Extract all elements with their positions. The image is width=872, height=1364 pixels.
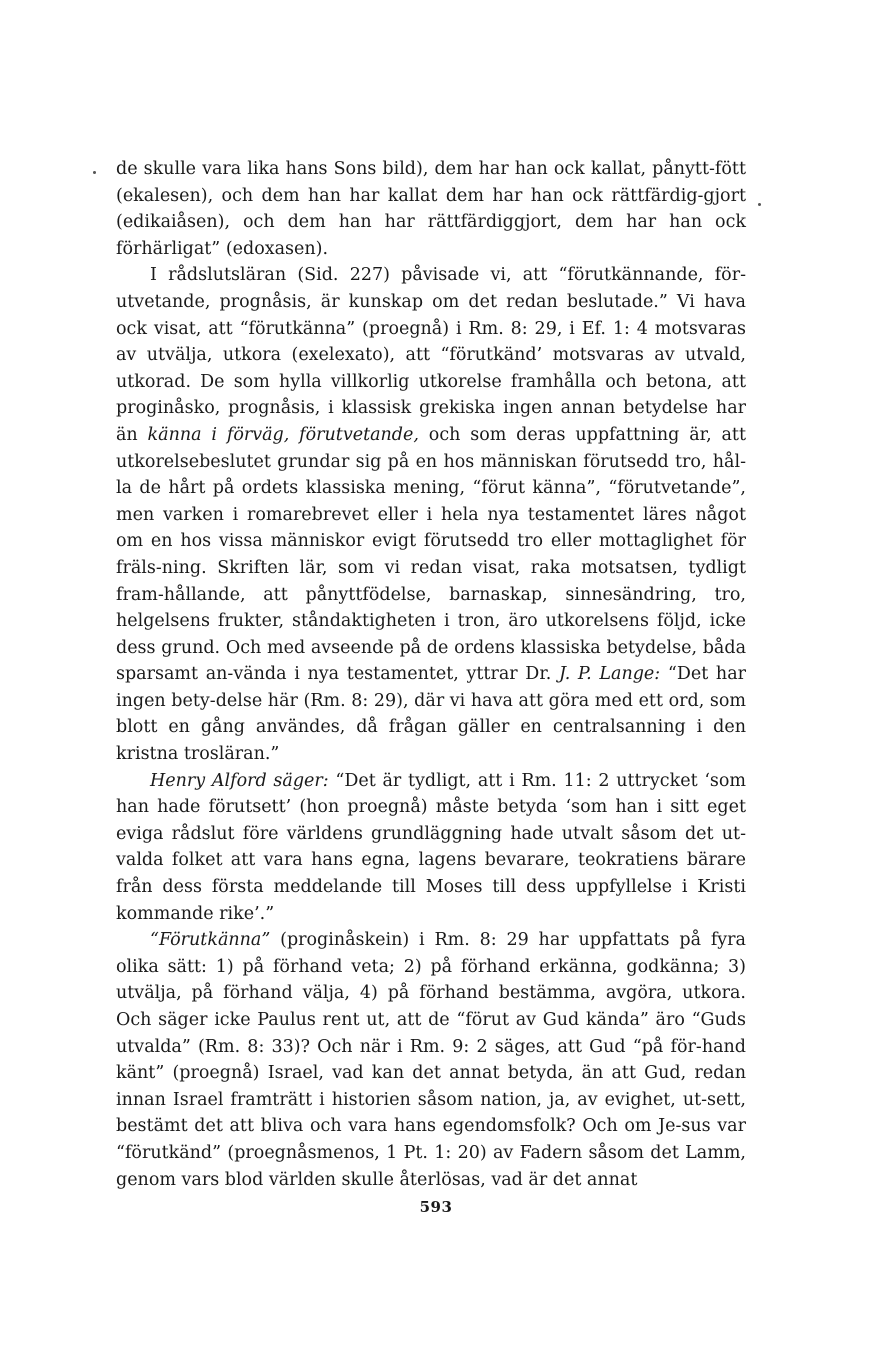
italic-text: Henry Alford säger: (150, 770, 329, 791)
text-run: de skulle vara lika hans Sons bild), dem har han ock kallat, pånytt-fött (ekalesen), och dem han har kallat dem har han ock rättfärdig-gjort (edikaiåsen), och dem han har rättfärdiggjort, dem har han ock förhärligat” (edoxasen). (116, 159, 746, 259)
italic-text: J. P. Lange: (559, 664, 661, 685)
body-text (116, 156, 746, 1193)
paragraph (116, 768, 746, 928)
paragraph (116, 927, 746, 1193)
scan-speck (93, 171, 96, 174)
text-run: I rådslutsläran (Sid. 227) påvisade vi, att “förutkännande, för-utvetande, prognåsis, är kunskap om det redan beslutade.” Vi hava ock visat, att “förutkänna” (proegnå) i Rm. 8: 29, i Ef. 1: 4 motsvaras av utvälja, utkora (exelexato), att “förutkänd’ motsvaras av utvald, utkorad. De som hylla villkorlig utkorelse framhålla och betona, att proginåsko, prognåsis, i klassisk grekiska ingen annan betydelse har än (116, 265, 746, 445)
italic-text: känna i förväg, förutvetande, (147, 424, 419, 445)
text-run: “Det är tydligt, att i Rm. 11: 2 uttrycket ‘som han hade förutsett’ (hon proegnå) måste betyda ‘som han i sitt eget eviga rådslut före världens grundläggning hade utvalt såsom det ut-valda folket att vara hans egna, lagens bevarare, teokratiens bärare från dess första meddelande till Moses till dess uppfyllelse i Kristi kommande rike’.” (116, 770, 746, 924)
paragraph (116, 156, 746, 262)
page-number: 593 (419, 1198, 453, 1216)
italic-text: “Förutkänna” (150, 930, 271, 951)
text-run: och som deras uppfattning är, att utkorelsebeslutet grundar sig på en hos människan förutsedd tro, hål-la de hårt på ordets klassiska mening, “förut känna”, “förutvetande”, men varken i romarebrevet eller i hela nya testamentet läres något om en hos vissa människor evigt förutsedd tro eller mottaglighet för fräls-ning. Skriften lär, som vi redan visat, raka motsatsen, tydligt fram-hållande, att pånyttfödelse, barnaskap, sinnesändring, tro, helgelsens frukter, ståndaktigheten i tron, äro utkorelsens följd, icke dess grund. Och med avseende på de ordens klassiska betydelse, båda sparsamt an-vända i nya testamentet, yttrar Dr. (116, 424, 746, 685)
paragraph (116, 262, 746, 767)
text-run: (proginåskein) i Rm. 8: 29 har uppfattats på fyra olika sätt: 1) på förhand veta; 2) på förhand erkänna, godkänna; 3) utvälja, på förhand välja, 4) på förhand bestämma, avgöra, utkora. Och säger icke Paulus rent ut, att de “förut av Gud kända” äro “Guds utvalda” (Rm. 8: 33)? Och när i Rm. 9: 2 säges, att Gud “på för-hand känt” (proegnå) Israel, vad kan det annat betyda, än att Gud, redan innan Israel framträtt i historien såsom nation, ja, av evighet, ut-sett, bestämt det att bliva och vara hans egendomsfolk? Och om Je-sus var “förutkänd” (proegnåsmenos, 1 Pt. 1: 20) av Fadern såsom det Lamm, genom vars blod världen skulle återlösas, vad är det annat (116, 930, 746, 1190)
text-run: “Det har ingen bety-delse här (Rm. 8: 29), där vi hava att göra med ett ord, som blott en gång användes, då frågan gäller en centralsanning i den kristna trosläran.” (116, 664, 747, 765)
scan-speck (758, 203, 761, 206)
